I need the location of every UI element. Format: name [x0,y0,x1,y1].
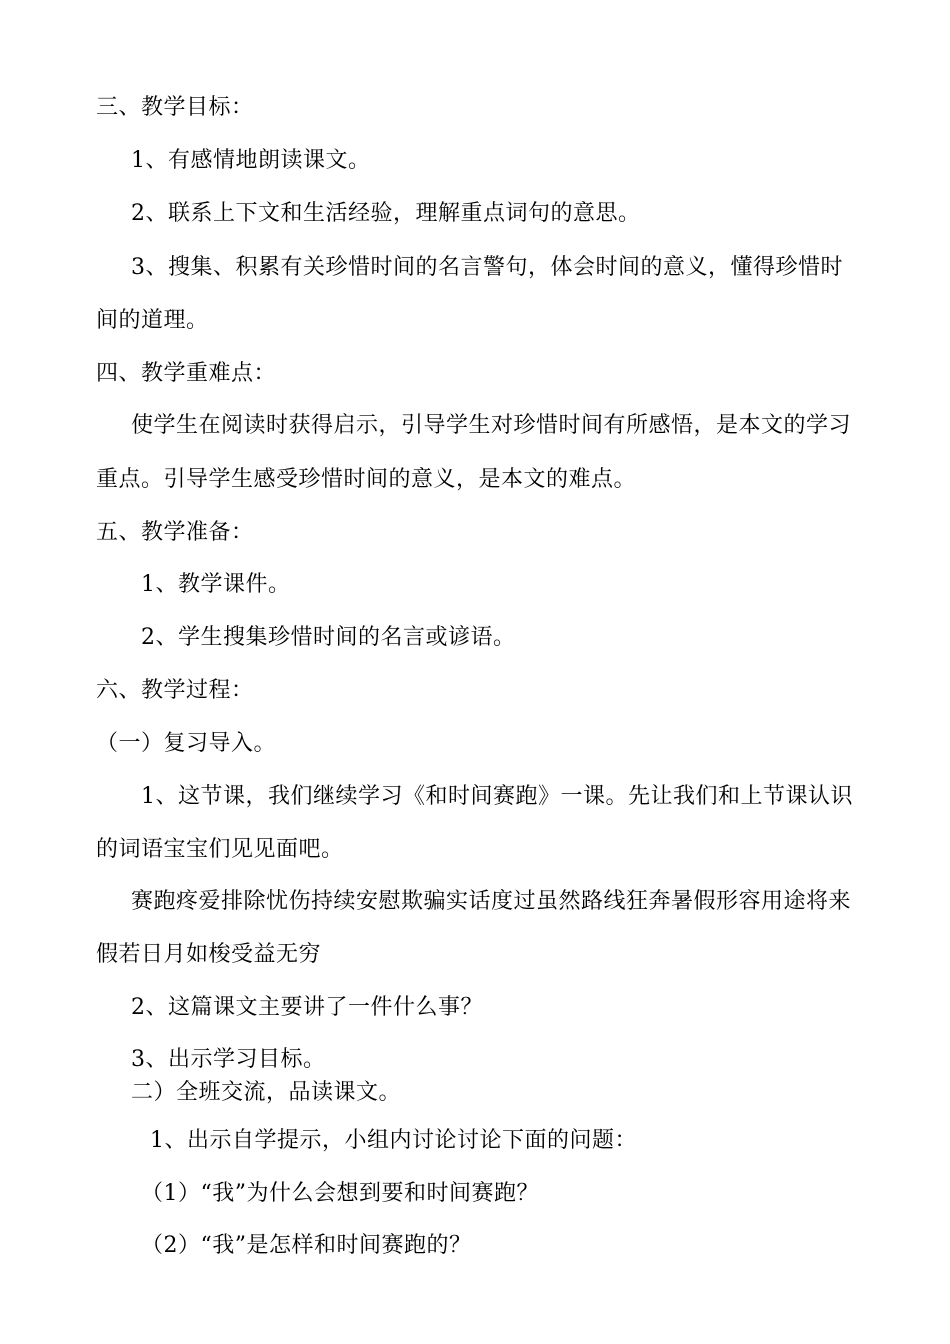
question-2: （2）“我”是怎样和时间赛跑的？ [141,1233,472,1258]
prep-item-1: 1、教学课件。 [141,572,291,597]
heading-teaching-process: 六、教学过程： [96,678,254,703]
vocabulary-list: 赛跑疼爱排除忧伤持续安慰欺骗实话度过虽然路线狂奔暑假形容用途将来 [131,889,852,914]
goal-item-2: 2、联系上下文和生活经验，理解重点词句的意思。 [131,201,641,226]
heading-key-difficulties: 四、教学重难点： [96,361,277,386]
section-class-discussion: 二）全班交流，品读课文。 [131,1080,402,1105]
discussion-item-1: 1、出示自学提示，小组内讨论讨论下面的问题： [150,1128,637,1153]
heading-teaching-prep: 五、教学准备： [96,520,254,545]
goal-item-3-continued: 间的道理。 [96,308,209,333]
section-review-intro: （一）复习导入。 [96,731,277,756]
process-item-2: 2、这篇课文主要讲了一件什么事？ [131,995,483,1020]
process-item-1-continued: 的词语宝宝们见见面吧。 [96,837,344,862]
goal-item-3: 3、搜集、积累有关珍惜时间的名言警句，体会时间的意义，懂得珍惜时 [131,255,843,280]
prep-item-2: 2、学生搜集珍惜时间的名言或谚语。 [141,625,516,650]
question-1: （1）“我”为什么会想到要和时间赛跑？ [141,1181,539,1206]
goal-item-1: 1、有感情地朗读课文。 [131,148,371,173]
process-item-1: 1、这节课，我们继续学习《和时间赛跑》一课。先让我们和上节课认识 [141,784,853,809]
vocabulary-list-continued: 假若日月如梭受益无穷 [96,942,322,967]
key-difficulties-continued: 重点。引导学生感受珍惜时间的意义，是本文的难点。 [96,467,637,492]
key-difficulties-paragraph: 使学生在阅读时获得启示，引导学生对珍惜时间有所感悟，是本文的学习 [131,413,852,438]
heading-teaching-goals: 三、教学目标： [96,95,254,120]
process-item-3: 3、出示学习目标。 [131,1047,326,1072]
